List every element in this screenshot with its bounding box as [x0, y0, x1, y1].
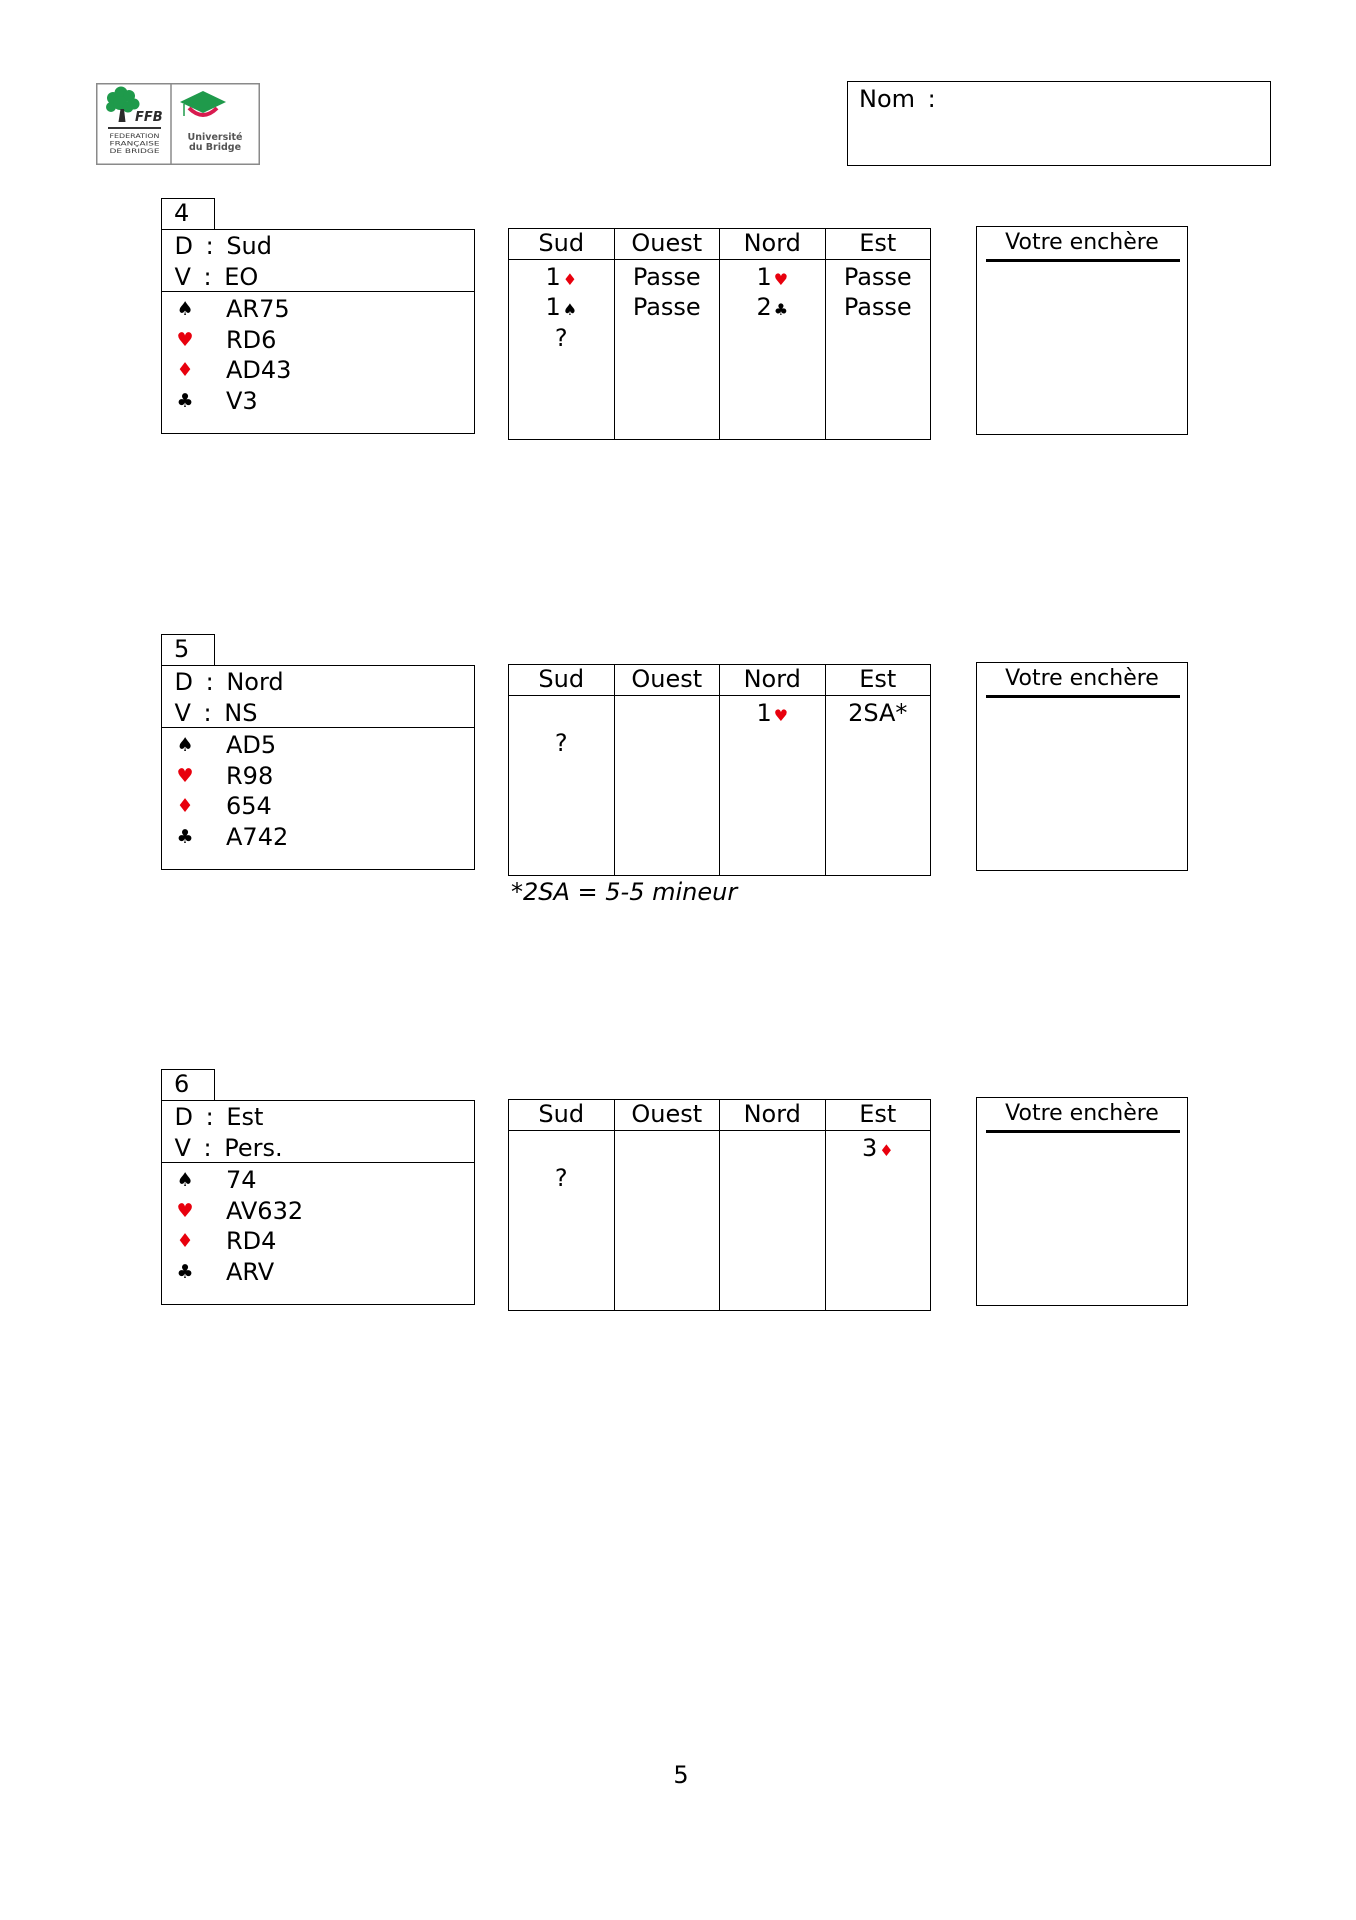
diamond-icon: ♦: [176, 795, 194, 817]
bid-text: ?: [554, 729, 568, 757]
answer-underline: [986, 259, 1180, 262]
spade-icon: ♠: [176, 298, 194, 320]
hand-divider: [162, 1162, 474, 1163]
bid-text: 1: [545, 262, 561, 291]
bidding-cells: [509, 1131, 614, 1194]
bid-cell: [615, 698, 720, 729]
bid-cell: [615, 262, 720, 293]
bid-cell: [720, 698, 825, 729]
hand-row: [162, 1165, 474, 1195]
bidding-column-nord: [720, 1100, 826, 1310]
dealer-line: D : Sud: [174, 232, 273, 260]
deal-number: 6: [161, 1069, 215, 1101]
bidding-column-est: [826, 665, 931, 875]
hand-cards: AD5: [226, 731, 277, 759]
answer-box: [976, 226, 1188, 435]
answer-box: [976, 662, 1188, 871]
hand-cards: AR75: [226, 295, 290, 323]
bidding-table: [508, 664, 931, 876]
bidding-cells: [509, 260, 614, 354]
bidding-cells: [615, 696, 720, 759]
bidding-header: Ouest: [615, 665, 720, 696]
bidding-header: Sud: [509, 665, 614, 696]
deal-6: [0, 1069, 1356, 1369]
spade-icon: ♠: [562, 300, 578, 319]
bid-cell: [720, 292, 825, 323]
diamond-icon: ♦: [176, 359, 194, 381]
bid-cell: [720, 323, 825, 354]
answer-label: Votre enchère: [1005, 666, 1159, 691]
hand-row: [162, 761, 474, 791]
bidding-header: Nord: [720, 229, 825, 260]
hand-row: [162, 822, 474, 852]
club-icon: ♣: [176, 1260, 194, 1283]
deal-number: 5: [161, 634, 215, 666]
bid-cell: [509, 262, 614, 293]
bid-cell: [615, 728, 720, 759]
deal-5: [0, 634, 1356, 934]
hand-row: [162, 325, 474, 355]
federation-line: FEDERATION: [109, 133, 160, 140]
hand-cards: ARV: [226, 1257, 275, 1286]
bid-text: 1: [756, 698, 772, 727]
bid-cell: [826, 698, 931, 729]
hand-cards: RD6: [226, 325, 277, 354]
bidding-cells: [615, 260, 720, 354]
page-number: 5: [673, 1761, 689, 1789]
name-label: Nom :: [859, 85, 936, 113]
heart-icon: ♥: [176, 764, 194, 787]
bidding-footnote: *2SA = 5-5 mineur: [511, 878, 738, 906]
bid-text: 3: [861, 1133, 878, 1162]
bidding-header: Nord: [720, 665, 825, 696]
bidding-cells: [826, 260, 931, 354]
heart-icon: ♥: [176, 328, 194, 351]
bid-cell: [720, 728, 825, 759]
universite-line: Université: [187, 132, 243, 143]
bid-cell: [826, 1133, 931, 1164]
bid-cell: [509, 1133, 614, 1164]
hand-row: [162, 1226, 474, 1256]
bid-cell: [509, 728, 614, 759]
hand-diagram: [161, 665, 475, 870]
hand-diagram: [161, 1100, 475, 1305]
club-icon: ♣: [773, 300, 789, 319]
vulnerability-line: V : Pers.: [174, 1134, 283, 1162]
bid-cell: [509, 698, 614, 729]
hand-cards: AD43: [226, 356, 292, 384]
hand-row: [162, 294, 474, 324]
bid-cell: [509, 323, 614, 354]
bidding-column-nord: [720, 665, 826, 875]
bid-cell: [826, 262, 931, 293]
hand-row: [162, 791, 474, 821]
bidding-cells: [509, 696, 614, 759]
spade-icon: ♠: [176, 734, 194, 756]
bidding-header: Ouest: [615, 229, 720, 260]
spade-icon: ♠: [176, 1169, 194, 1191]
bid-text: Passe: [632, 262, 701, 291]
heart-icon: ♥: [773, 705, 789, 725]
diamond-icon: ♦: [176, 1230, 194, 1252]
bid-cell: [826, 323, 931, 354]
bid-cell: [509, 1163, 614, 1194]
bid-text: Passe: [843, 293, 912, 321]
hand-cards: RD4: [226, 1227, 277, 1255]
heart-icon: ♥: [176, 1199, 194, 1222]
club-icon: ♣: [176, 389, 194, 412]
bid-cell: [720, 1163, 825, 1194]
bidding-cells: [826, 696, 931, 759]
answer-underline: [986, 1130, 1180, 1133]
ffb-universite-logo: [96, 83, 260, 165]
hand-row: [162, 386, 474, 416]
hand-cards: 654: [226, 792, 272, 820]
bidding-table: [508, 228, 931, 440]
hand-cards: 74: [226, 1166, 257, 1194]
bid-cell: [509, 292, 614, 323]
bidding-header: Sud: [509, 1100, 614, 1131]
bidding-table: [508, 1099, 931, 1311]
universite-line: du Bridge: [188, 142, 242, 153]
vulnerability-line: V : NS: [174, 699, 258, 727]
bid-cell: [826, 1163, 931, 1194]
hand-cards: A742: [226, 822, 289, 851]
bid-cell: [720, 262, 825, 293]
bidding-column-sud: [509, 229, 615, 439]
bidding-column-sud: [509, 1100, 615, 1310]
hand-row: [162, 355, 474, 385]
name-field: [847, 81, 1271, 166]
hand-row: [162, 1196, 474, 1226]
hand-cards: AV632: [226, 1196, 304, 1225]
bid-text: 2SA*: [848, 698, 908, 727]
bid-text: ?: [554, 1164, 568, 1192]
bidding-header: Est: [826, 229, 931, 260]
bid-text: 1: [545, 293, 561, 321]
bidding-column-ouest: [615, 229, 721, 439]
answer-underline: [986, 695, 1180, 698]
deal-number: 4: [161, 198, 215, 230]
club-icon: ♣: [176, 825, 194, 848]
federation-line: DE BRIDGE: [109, 148, 160, 155]
answer-box: [976, 1097, 1188, 1306]
federation-line: FRANÇAISE: [109, 140, 160, 148]
bidding-cells: [720, 696, 825, 759]
hand-cards: V3: [226, 386, 258, 415]
bidding-header: Est: [826, 665, 931, 696]
bidding-column-sud: [509, 665, 615, 875]
bidding-column-est: [826, 229, 931, 439]
diamond-icon: ♦: [562, 269, 578, 289]
bidding-cells: [720, 260, 825, 354]
bid-text: ?: [554, 323, 568, 352]
hand-row: [162, 730, 474, 760]
bid-cell: [615, 323, 720, 354]
bid-cell: [826, 292, 931, 323]
bidding-cells: [826, 1131, 931, 1194]
bidding-column-est: [826, 1100, 931, 1310]
answer-label: Votre enchère: [1005, 1101, 1159, 1126]
bid-text: Passe: [632, 293, 701, 321]
heart-icon: ♥: [773, 269, 789, 289]
hand-cards: R98: [226, 761, 274, 790]
dealer-line: D : Est: [174, 1103, 264, 1131]
hand-diagram: [161, 229, 475, 434]
ffb-wordmark: FFB: [135, 110, 163, 125]
bidding-header: Sud: [509, 229, 614, 260]
dealer-line: D : Nord: [174, 668, 284, 696]
bidding-header: Est: [826, 1100, 931, 1131]
logo-graphic: [96, 83, 260, 165]
bid-cell: [615, 292, 720, 323]
bidding-column-ouest: [615, 665, 721, 875]
vulnerability-line: V : EO: [174, 263, 259, 291]
bidding-header: Ouest: [615, 1100, 720, 1131]
bidding-cells: [720, 1131, 825, 1194]
bidding-column-nord: [720, 229, 826, 439]
bid-cell: [615, 1163, 720, 1194]
hand-row: [162, 1257, 474, 1287]
deal-4: [0, 198, 1356, 498]
bid-cell: [826, 728, 931, 759]
diamond-icon: ♦: [879, 1140, 894, 1160]
bidding-cells: [615, 1131, 720, 1194]
hand-divider: [162, 727, 474, 728]
bid-text: 2: [756, 293, 772, 321]
answer-label: Votre enchère: [1005, 230, 1159, 255]
bid-cell: [615, 1133, 720, 1164]
hand-divider: [162, 291, 474, 292]
bid-text: 1: [756, 262, 772, 291]
bidding-column-ouest: [615, 1100, 721, 1310]
bidding-header: Nord: [720, 1100, 825, 1131]
bid-text: Passe: [843, 262, 912, 291]
bid-cell: [720, 1133, 825, 1164]
